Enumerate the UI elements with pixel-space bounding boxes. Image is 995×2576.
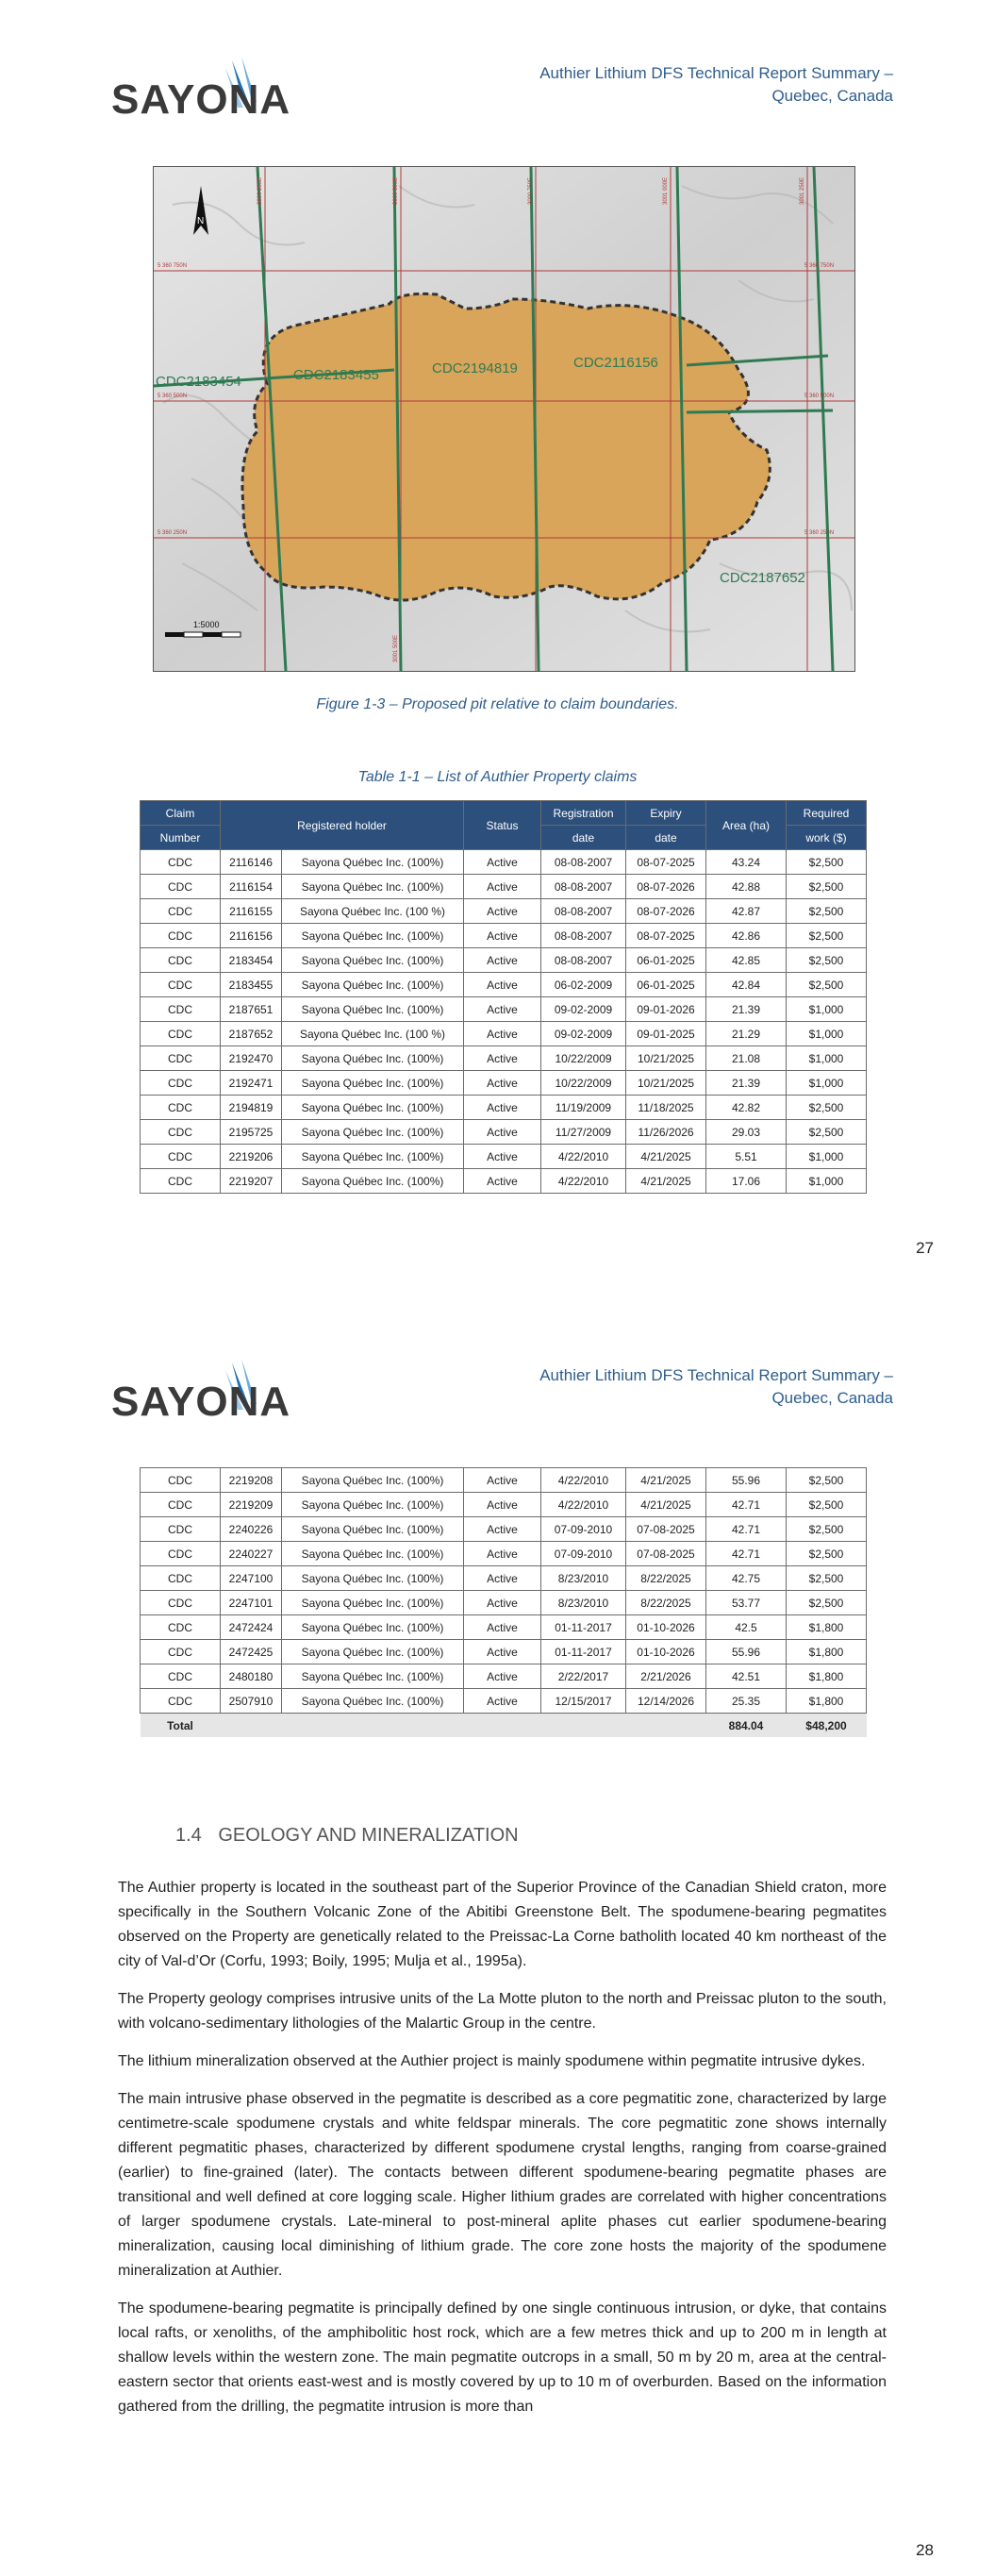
status: Active [464,1640,541,1664]
required-work: $2,500 [787,1542,867,1566]
required-work: $2,500 [787,1096,867,1120]
easting-label: 3000 500E [393,176,399,205]
table-row [141,1120,867,1145]
col-header-reg-date: date [541,826,626,850]
required-work: $2,500 [787,875,867,899]
claim-number: 2116146 [221,850,282,875]
registered-holder: Sayona Québec Inc. (100%) [282,1517,464,1542]
claim-number: 2507910 [221,1689,282,1714]
table-row [141,1615,867,1640]
area-ha: 25.35 [706,1689,787,1714]
claim-type: CDC [141,1689,221,1714]
expiry-date: 4/21/2025 [626,1493,706,1517]
status: Active [464,948,541,973]
header-title-line2: Quebec, Canada [771,1389,893,1407]
paragraph: The spodumene-bearing pegmatite is principally defined by one single continuous intrusion, or dyke, that contains local rafts, or xenoliths, of the amphibolitic host rock, which are a few metres thick and up to 200 m in length at shallow levels within the western zone. The main pegmatite outcrops in a small, 50 m by 20 m, area at the central-eastern sector that orients east-west and is mostly covered by up to 10 m of overburden. Based on the information gathered from the drilling, the pegmatite intrusion is more than [118,2300,887,2415]
claim-label: CDC2187652 [720,570,805,586]
header-title [497,1364,893,1410]
northing-label: 5 360 500N [804,393,835,399]
header-title-line1: Authier Lithium DFS Technical Report Summary – [539,64,893,82]
northing-label: 5 360 250N [804,530,835,536]
claim-number: 2116156 [221,924,282,948]
easting-label: 3000 750E [528,176,534,205]
claim-number: 2240226 [221,1517,282,1542]
status: Active [464,850,541,875]
registered-holder: Sayona Québec Inc. (100 %) [282,899,464,924]
registration-date: 10/22/2009 [541,1046,626,1071]
registration-date: 12/15/2017 [541,1689,626,1714]
expiry-date: 01-10-2026 [626,1615,706,1640]
table-row [141,1542,867,1566]
expiry-date: 8/22/2025 [626,1566,706,1591]
required-work: $2,500 [787,973,867,997]
north-label: N [197,216,205,226]
required-work: $1,000 [787,1169,867,1194]
registration-date: 08-08-2007 [541,850,626,875]
required-work: $1,000 [787,997,867,1022]
status: Active [464,924,541,948]
area-ha: 43.24 [706,850,787,875]
table-row [141,948,867,973]
claim-type: CDC [141,1145,221,1169]
total-work: $48,200 [787,1714,867,1738]
expiry-date: 08-07-2025 [626,924,706,948]
area-ha: 42.71 [706,1517,787,1542]
registered-holder: Sayona Québec Inc. (100%) [282,1640,464,1664]
claim-number: 2183454 [221,948,282,973]
claim-type: CDC [141,924,221,948]
table-total-row [141,1714,867,1738]
required-work: $2,500 [787,948,867,973]
expiry-date: 4/21/2025 [626,1468,706,1493]
required-work: $2,500 [787,850,867,875]
northing-label: 5 360 250N [158,530,188,536]
col-header-required: Required [787,801,867,826]
registration-date: 08-08-2007 [541,948,626,973]
claims-table [140,800,867,1194]
area-ha: 42.71 [706,1493,787,1517]
paragraph: The Property geology comprises intrusive units of the La Motte pluton to the north and Preissac pluton to the south, with volcano-sedimentary lithologies of the Malartic Group in the centre. [118,1991,887,2032]
claim-type: CDC [141,875,221,899]
total-area: 884.04 [706,1714,787,1738]
required-work: $1,000 [787,1145,867,1169]
northing-label: 5 360 500N [158,393,188,399]
registered-holder: Sayona Québec Inc. (100 %) [282,1022,464,1046]
registration-date: 2/22/2017 [541,1664,626,1689]
section-title: GEOLOGY AND MINERALIZATION [218,1825,519,1846]
northing-label: 5 360 750N [804,263,835,269]
table-row [141,1468,867,1493]
registered-holder: Sayona Québec Inc. (100%) [282,1542,464,1566]
claim-type: CDC [141,1542,221,1566]
claim-type: CDC [141,1120,221,1145]
northing-label: 5 360 750N [158,263,188,269]
claim-number: 2247100 [221,1566,282,1591]
claim-type: CDC [141,1591,221,1615]
header-title-line1: Authier Lithium DFS Technical Report Summary – [539,1366,893,1384]
header-title-line2: Quebec, Canada [771,87,893,105]
expiry-date: 10/21/2025 [626,1046,706,1071]
expiry-date: 06-01-2025 [626,973,706,997]
col-header-number: Number [141,826,221,850]
easting-label: 3001 000E [663,176,669,205]
table-row [141,1169,867,1194]
claim-number: 2247101 [221,1591,282,1615]
registration-date: 09-02-2009 [541,1022,626,1046]
table-row [141,899,867,924]
table-row [141,850,867,875]
section-heading [175,1825,519,1847]
total-label: Total [141,1714,221,1738]
registration-date: 8/23/2010 [541,1566,626,1591]
expiry-date: 08-07-2025 [626,850,706,875]
sayona-logo [111,55,291,123]
claim-number: 2192471 [221,1071,282,1096]
logo-text: SAYONA [111,76,291,123]
registration-date: 01-11-2017 [541,1615,626,1640]
registration-date: 06-02-2009 [541,973,626,997]
claim-number: 2219206 [221,1145,282,1169]
registered-holder: Sayona Québec Inc. (100%) [282,1591,464,1615]
table-row [141,875,867,899]
col-header-status: Status [464,801,541,850]
logo-text: SAYONA [111,1379,291,1425]
status: Active [464,1615,541,1640]
claim-type: CDC [141,1493,221,1517]
status: Active [464,1689,541,1714]
expiry-date: 11/18/2025 [626,1096,706,1120]
expiry-date: 08-07-2026 [626,899,706,924]
area-ha: 42.87 [706,899,787,924]
expiry-date: 09-01-2025 [626,1022,706,1046]
status: Active [464,1591,541,1615]
area-ha: 17.06 [706,1169,787,1194]
status: Active [464,1566,541,1591]
registration-date: 8/23/2010 [541,1591,626,1615]
required-work: $1,800 [787,1640,867,1664]
easting-label: 3001 250E [800,176,805,205]
claim-type: CDC [141,1615,221,1640]
status: Active [464,1169,541,1194]
table-row [141,1664,867,1689]
claim-number: 2472425 [221,1640,282,1664]
registration-date: 07-09-2010 [541,1517,626,1542]
col-header-claim: Claim [141,801,221,826]
expiry-date: 07-08-2025 [626,1542,706,1566]
paragraph: The lithium mineralization observed at the Authier project is mainly spodumene within pegmatite intrusive dykes. [118,2053,866,2069]
registration-date: 01-11-2017 [541,1640,626,1664]
area-ha: 42.85 [706,948,787,973]
claim-number: 2116154 [221,875,282,899]
required-work: $2,500 [787,1591,867,1615]
claim-type: CDC [141,1566,221,1591]
area-ha: 53.77 [706,1591,787,1615]
col-header-registration: Registration [541,801,626,826]
proposed-pit-outline [242,293,770,600]
claim-type: CDC [141,1096,221,1120]
claim-type: CDC [141,1169,221,1194]
required-work: $1,000 [787,1071,867,1096]
area-ha: 55.96 [706,1468,787,1493]
claim-number: 2183455 [221,973,282,997]
registered-holder: Sayona Québec Inc. (100%) [282,1615,464,1640]
claims-map [154,167,854,671]
registered-holder: Sayona Québec Inc. (100%) [282,1145,464,1169]
required-work: $2,500 [787,1468,867,1493]
status: Active [464,973,541,997]
registered-holder: Sayona Québec Inc. (100%) [282,948,464,973]
table-row [141,1517,867,1542]
status: Active [464,1493,541,1517]
area-ha: 42.86 [706,924,787,948]
registered-holder: Sayona Québec Inc. (100%) [282,1493,464,1517]
claim-type: CDC [141,1517,221,1542]
claim-type: CDC [141,1046,221,1071]
claim-number: 2192470 [221,1046,282,1071]
area-ha: 42.75 [706,1566,787,1591]
required-work: $2,500 [787,924,867,948]
required-work: $1,800 [787,1689,867,1714]
expiry-date: 10/21/2025 [626,1071,706,1096]
table-row [141,1566,867,1591]
status: Active [464,997,541,1022]
claim-type: CDC [141,899,221,924]
claims-map-figure [153,166,855,672]
status: Active [464,1517,541,1542]
claim-number: 2219209 [221,1493,282,1517]
required-work: $2,500 [787,1493,867,1517]
registration-date: 4/22/2010 [541,1169,626,1194]
claim-number: 2219207 [221,1169,282,1194]
registered-holder: Sayona Québec Inc. (100%) [282,1046,464,1071]
registered-holder: Sayona Québec Inc. (100%) [282,1689,464,1714]
table-row [141,1096,867,1120]
expiry-date: 2/21/2026 [626,1664,706,1689]
registered-holder: Sayona Québec Inc. (100%) [282,1096,464,1120]
area-ha: 21.39 [706,997,787,1022]
required-work: $1,000 [787,1046,867,1071]
claim-label: CDC2194819 [432,360,518,376]
expiry-date: 08-07-2026 [626,875,706,899]
page-27 [0,0,995,1274]
registered-holder: Sayona Québec Inc. (100%) [282,1566,464,1591]
registered-holder: Sayona Québec Inc. (100%) [282,1664,464,1689]
registration-date: 11/27/2009 [541,1120,626,1145]
paragraph: The Authier property is located in the southeast part of the Superior Province of the Canadian Shield craton, more specifically in the Southern Volcanic Zone of the Abitibi Greenstone Belt. The spodumene-bearing pegmatites observed on the Property are genetically related to the Preissac-La Corne batholith located 40 km northeast of the city of Val-d’Or (Corfu, 1993; Boily, 1995; Mulja et al., 1995a). [118,1880,887,1969]
table-row [141,1046,867,1071]
area-ha: 42.5 [706,1615,787,1640]
header-title [497,62,893,108]
status: Active [464,1542,541,1566]
expiry-date: 4/21/2025 [626,1169,706,1194]
table-row [141,1640,867,1664]
status: Active [464,899,541,924]
col-header-work: work ($) [787,826,867,850]
table-caption: Table 1-1 – List of Authier Property claims [357,769,638,785]
registration-date: 07-09-2010 [541,1542,626,1566]
figure-caption: Figure 1-3 – Proposed pit relative to claim boundaries. [316,696,679,712]
claims-table-body [141,1468,867,1714]
claim-number: 2194819 [221,1096,282,1120]
expiry-date: 09-01-2026 [626,997,706,1022]
body-text [118,1876,887,2433]
claim-type: CDC [141,1022,221,1046]
required-work: $1,800 [787,1615,867,1640]
page-number: 28 [916,2541,934,2559]
expiry-date: 06-01-2025 [626,948,706,973]
area-ha: 5.51 [706,1145,787,1169]
area-ha: 29.03 [706,1120,787,1145]
claim-number: 2187652 [221,1022,282,1046]
claim-type: CDC [141,1640,221,1664]
status: Active [464,1022,541,1046]
registration-date: 08-08-2007 [541,875,626,899]
registration-date: 4/22/2010 [541,1468,626,1493]
expiry-date: 12/14/2026 [626,1689,706,1714]
table-row [141,924,867,948]
area-ha: 42.51 [706,1664,787,1689]
expiry-date: 07-08-2025 [626,1517,706,1542]
claim-number: 2187651 [221,997,282,1022]
area-ha: 21.08 [706,1046,787,1071]
registration-date: 10/22/2009 [541,1071,626,1096]
required-work: $2,500 [787,1517,867,1542]
claim-type: CDC [141,1071,221,1096]
status: Active [464,1468,541,1493]
registered-holder: Sayona Québec Inc. (100%) [282,1120,464,1145]
registered-holder: Sayona Québec Inc. (100%) [282,1468,464,1493]
expiry-date: 01-10-2026 [626,1640,706,1664]
required-work: $2,500 [787,899,867,924]
area-ha: 55.96 [706,1640,787,1664]
claim-label: CDC2183455 [293,367,379,383]
col-header-area: Area (ha) [706,801,787,850]
paragraph: The main intrusive phase observed in the pegmatite is described as a core pegmatitic zone, characterized by large centimetre-scale spodumene crystals and white feldspar minerals. The core pegmatitic zone shows internally different pegmatitic phases, characterized by different spodumene crystal lengths, ranging from coarse-grained (earlier) to fine-grained (later). The contacts between different spodumene-bearing pegmatite phases are transitional and well defined at core logging scale. Higher lithium grades are correlated with higher concentrations of larger spodumene crystals. Late-mineral to post-mineral aplite phases cut earlier spodumene-bearing mineralization, causing local diminishing of lithium grade. The core zone hosts the majority of the spodumene mineralization at Authier. [118,2091,887,2279]
col-header-exp-date: date [626,826,706,850]
sayona-logo [111,1357,291,1425]
registration-date: 08-08-2007 [541,924,626,948]
table-row [141,973,867,997]
claim-type: CDC [141,997,221,1022]
expiry-date: 11/26/2026 [626,1120,706,1145]
registered-holder: Sayona Québec Inc. (100%) [282,997,464,1022]
status: Active [464,1664,541,1689]
table-row [141,1493,867,1517]
required-work: $1,000 [787,1022,867,1046]
table-row [141,1591,867,1615]
status: Active [464,1096,541,1120]
area-ha: 42.84 [706,973,787,997]
area-ha: 42.71 [706,1542,787,1566]
required-work: $2,500 [787,1566,867,1591]
status: Active [464,1071,541,1096]
claim-type: CDC [141,1664,221,1689]
claim-number: 2240227 [221,1542,282,1566]
expiry-date: 4/21/2025 [626,1145,706,1169]
col-header-holder: Registered holder [221,801,464,850]
claim-type: CDC [141,948,221,973]
status: Active [464,875,541,899]
area-ha: 42.88 [706,875,787,899]
status: Active [464,1145,541,1169]
easting-label: 3001 500E [393,634,399,662]
table-row [141,997,867,1022]
registered-holder: Sayona Québec Inc. (100%) [282,1071,464,1096]
status: Active [464,1046,541,1071]
claim-number: 2195725 [221,1120,282,1145]
registered-holder: Sayona Québec Inc. (100%) [282,924,464,948]
registered-holder: Sayona Québec Inc. (100%) [282,1169,464,1194]
claims-table-continued [140,1467,867,1737]
scale-label: 1:5000 [193,620,220,629]
claim-number: 2472424 [221,1615,282,1640]
status: Active [464,1120,541,1145]
required-work: $1,800 [787,1664,867,1689]
claim-label: CDC2183454 [156,374,241,390]
expiry-date: 8/22/2025 [626,1591,706,1615]
registration-date: 4/22/2010 [541,1145,626,1169]
registration-date: 08-08-2007 [541,899,626,924]
registration-date: 4/22/2010 [541,1493,626,1517]
claim-label: CDC2116156 [573,355,658,371]
claim-number: 2219208 [221,1468,282,1493]
easting-label: 3000 250E [257,176,263,205]
claim-number: 2116155 [221,899,282,924]
area-ha: 42.82 [706,1096,787,1120]
area-ha: 21.29 [706,1022,787,1046]
required-work: $2,500 [787,1120,867,1145]
registered-holder: Sayona Québec Inc. (100%) [282,875,464,899]
section-number: 1.4 [175,1825,202,1846]
claim-type: CDC [141,850,221,875]
registration-date: 09-02-2009 [541,997,626,1022]
table-row [141,1071,867,1096]
registration-date: 11/19/2009 [541,1096,626,1120]
table-row [141,1689,867,1714]
page-number: 27 [916,1239,934,1257]
claim-type: CDC [141,973,221,997]
table-row [141,1022,867,1046]
registered-holder: Sayona Québec Inc. (100%) [282,850,464,875]
col-header-expiry: Expiry [626,801,706,826]
registered-holder: Sayona Québec Inc. (100%) [282,973,464,997]
area-ha: 21.39 [706,1071,787,1096]
claims-table-body [141,850,867,1194]
claim-number: 2480180 [221,1664,282,1689]
table-row [141,1145,867,1169]
claim-type: CDC [141,1468,221,1493]
